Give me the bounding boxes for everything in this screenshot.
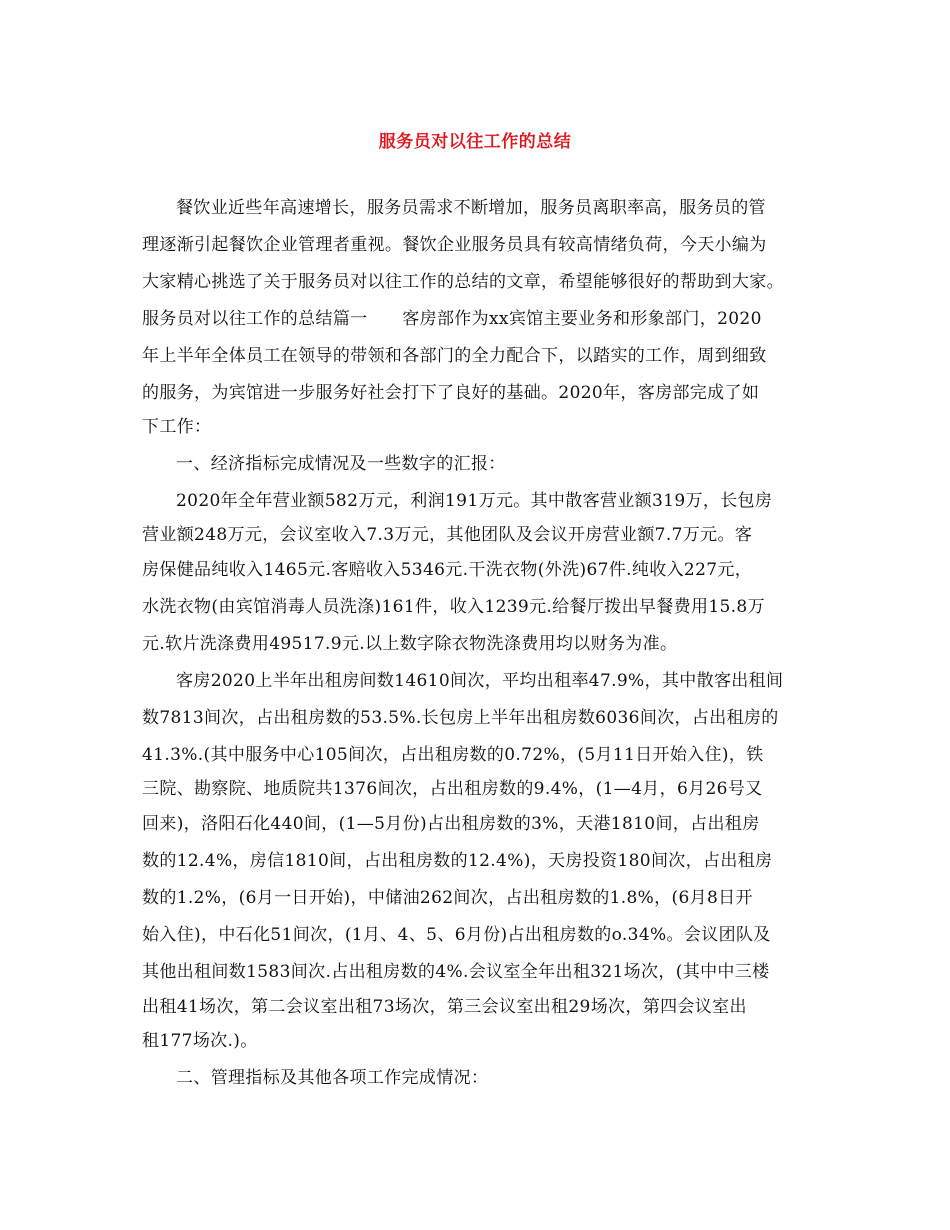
paragraph-4-line-3: 41.3%.(其中服务中心105间次，占出租房数的0.72%，(5月11日开始入住)，铁 [142,745,764,765]
paragraph-3-line-2: 营业额248万元，会议室收入7.3万元，其他团队及会议开房营业额7.7万元。客 [142,525,753,545]
section-heading-1: 一、经济指标完成情况及一些数字的汇报： [176,454,506,474]
paragraph-1-line-6: 的服务，为宾馆进一步服务好社会打下了良好的基础。2020年，客房部完成了如 [142,383,760,403]
paragraph-4-line-1: 客房2020上半年出租房间数14610间次，平均出租率47.9%，其中散客出租间 [176,671,784,691]
section-heading-2: 二、管理指标及其他各项工作完成情况： [176,1068,489,1088]
document-title: 服务员对以往工作的总结 [378,132,572,152]
paragraph-1-line-7: 下工作： [142,417,212,437]
paragraph-1-line-1: 餐饮业近些年高速增长，服务员需求不断增加，服务员离职率高，服务员的管 [176,198,766,218]
paragraph-4-line-2: 数7813间次，占出租房数的53.5%.长包房上半年出租房数6036间次，占出租房的 [142,708,779,728]
paragraph-1-line-5: 年上半年全体员工在领导的带领和各部门的全力配合下，以踏实的工作，周到细致 [142,346,767,366]
paragraph-3-line-1: 2020年全年营业额582万元，利润191万元。其中散客营业额319万，长包房 [176,491,773,511]
paragraph-4-line-7: 数的1.2%，(6月一日开始)，中储油262间次，占出租房数的1.8%，(6月8日开 [142,888,753,908]
paragraph-4-line-6: 数的12.4%，房信1810间，占出租房数的12.4%)，天房投资180间次，占出租房 [142,851,773,871]
paragraph-3-line-3: 房保健品纯收入1465元.客赔收入5346元.干洗衣物(外洗)67件.纯收入227元， [142,560,753,580]
paragraph-1-line-2: 理逐渐引起餐饮企业管理者重视。餐饮企业服务员具有较高情绪负荷，今天小编为 [142,235,767,255]
paragraph-1-line-3: 大家精心挑选了关于服务员对以往工作的总结的文章，希望能够很好的帮助到大家。 [142,272,784,292]
paragraph-3-line-4: 水洗衣物(由宾馆消毒人员洗涤)161件，收入1239元.给餐厅拨出早餐费用15.8万 [142,597,765,617]
paragraph-4-line-8: 始入住)，中石化51间次，(1月、4、5、6月份)占出租房数的o.34%。会议团队及 [142,925,771,945]
paragraph-4-line-11: 租177场次.)。 [142,1031,258,1051]
paragraph-1-line-4: 服务员对以往工作的总结篇一 客房部作为xx宾馆主要业务和形象部门，2020 [142,309,762,329]
paragraph-4-line-9: 其他出租间数1583间次.占出租房数的4%.会议室全年出租321场次，(其中中三楼 [142,962,770,982]
paragraph-4-line-10: 出租41场次，第二会议室出租73场次，第三会议室出租29场次，第四会议室出 [142,997,747,1017]
paragraph-4-line-4: 三院、勘察院、地质院共1376间次，占出租房数的9.4%，(1—4月，6月26号又 [142,779,763,799]
paragraph-4-line-5: 回来)，洛阳石化440间，(1—5月份)占出租房数的3%，天港1810间，占出租房 [142,814,760,834]
paragraph-3-line-5: 元.软片洗涤费用49517.9元.以上数字除衣物洗涤费用均以财务为准。 [142,634,678,654]
